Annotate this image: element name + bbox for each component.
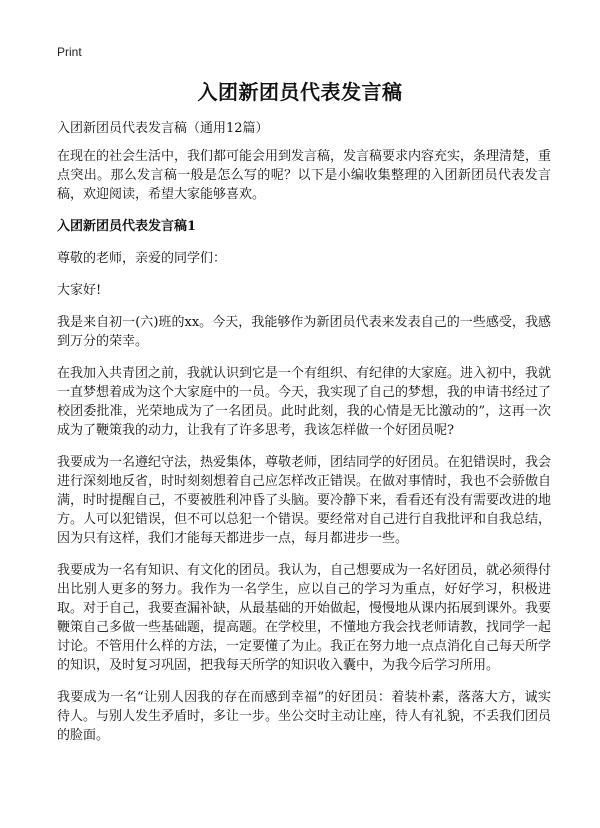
body-paragraph: 在我加入共青团之前，我就认识到它是一个有组织、有纪律的大家庭。进入初中，我就一直梦想着成为这个大家庭中的一员。今天，我实现了自己的梦想，我的申请书经过了校团委批准，光荣地成为了一名团员。此时此刻，我的心情是无比激动的”，这再一次成为了鞭策我的动力，让我有了许多思考，我该怎样做一个好团员呢? <box>57 366 552 438</box>
body-paragraph: 我要成为一名“让别人因我的存在而感到幸福”的好团员：着装朴素，落落大方，诚实待人。与别人发生矛盾时，多让一步。坐公交时主动让座，待人有礼貌，不丢我们团员的脸面。 <box>57 690 552 743</box>
greeting-paragraph: 大家好! <box>57 283 102 298</box>
print-label: Print <box>57 45 82 59</box>
body-paragraph: 我要成为一名遵纪守法，热爱集体，尊敬老师，团结同学的好团员。在犯错误时，我会进行深刻地反省，时时刻刻想着自己应怎样改正错误。在做对事情时，我也不会骄傲自满，时时提醒自己，不要被胜利冲昏了头脑。要冷静下来，看看还有没有需要改进的地方。人可以犯错误，但不可以总犯一个错误。要经常对自己进行自我批评和自我总结，因为只有这样，我们才能每天都进步一点，每月都进步一些。 <box>57 455 552 546</box>
body-paragraph: 我要成为一名有知识、有文化的团员。我认为，自己想要成为一名好团员，就必须得付出比别人更多的努力。我作为一名学生，应以自己的学习为重点，好好学习，积极进取。对于自己，我要查漏补缺，从最基础的开始做起，慢慢地从课内拓展到课外。我要鞭策自己多做一些基础题，提高题。在学校里，不懂地方我会找老师请教，找同学一起讨论。不管用什么样的方法，一定要懂了为止。我正在努力地一点点消化自己每天所学的知识，及时复习巩固，把我每天所学的知识收入囊中，为我今后学习所用。 <box>57 563 552 673</box>
salutation-paragraph: 尊敬的老师，亲爱的同学们： <box>57 251 227 266</box>
intro-paragraph: 在现在的社会生活中，我们都可能会用到发言稿，发言稿要求内容充实，条理清楚，重点突出。那么发言稿一般是怎么写的呢？以下是小编收集整理的入团新团员代表发言稿，欢迎阅读，希望大家能够喜欢。 <box>57 149 552 202</box>
section-heading: 入团新团员代表发言稿1 <box>57 219 197 234</box>
document-title: 入团新团员代表发言稿 <box>197 80 403 104</box>
document-body <box>57 119 551 758</box>
document-subtitle: 入团新团员代表发言稿（通用12篇） <box>57 121 269 136</box>
body-paragraph: 我是来自初一(六)班的xx。今天，我能够作为新团员代表来发表自己的一些感受，我感到万分的荣幸。 <box>57 315 551 349</box>
